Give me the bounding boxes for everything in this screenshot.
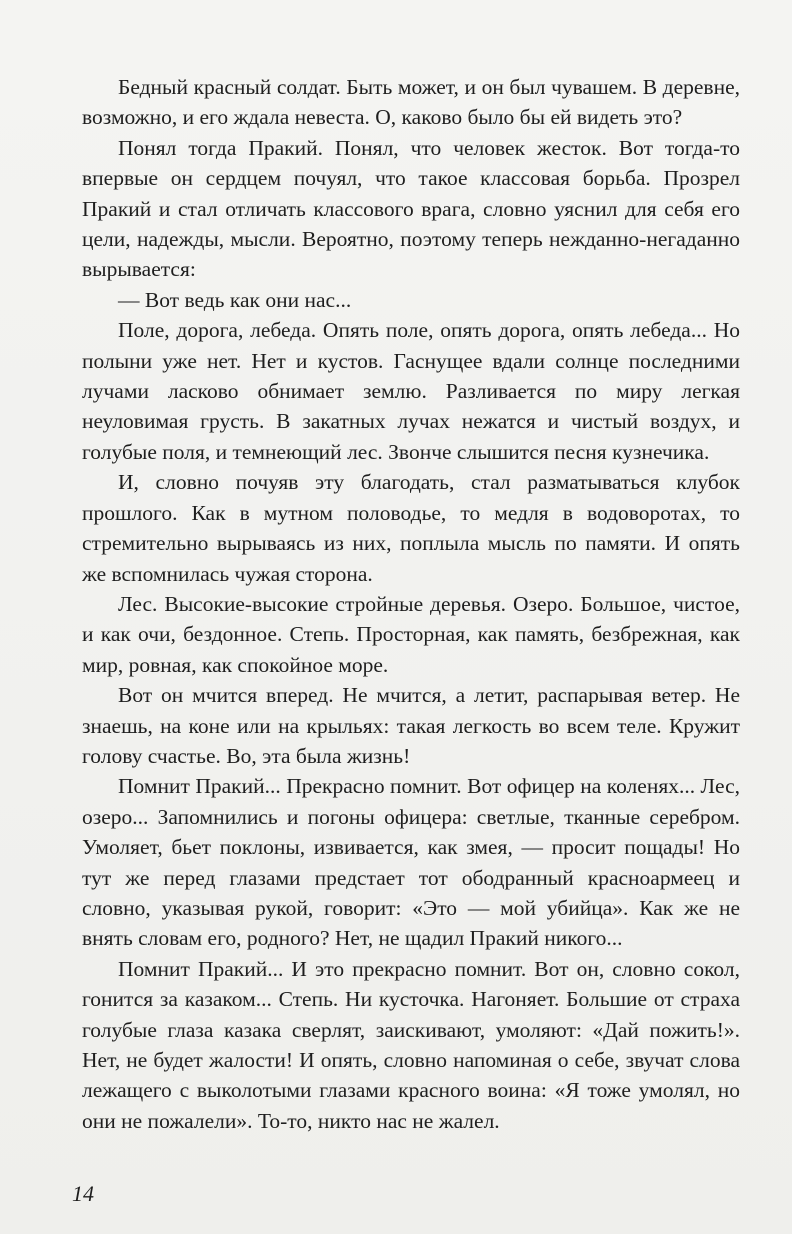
page-body-text: [82, 72, 740, 1136]
page-number: 14: [72, 1181, 94, 1206]
paragraph: Понял тогда Пракий. Понял, что человек жесток. Вот тогда-то впервые он сердцем почуял, что такое классовая борьба. Прозрел Пракий и стал отличать классового врага, словно уяснил для себя его цели, надежды, мысли. Вероятно, поэтому теперь нежданно-негаданно вырывается:: [82, 135, 740, 282]
paragraph: Вот он мчится вперед. Не мчится, а летит, распарывая ветер. Не знаешь, на коне или на крыльях: такая легкость во всем теле. Кружит голову счастье. Во, эта была жизнь!: [82, 683, 740, 768]
paragraph: Помнит Пракий... И это прекрасно помнит. Вот он, словно сокол, гонится за казаком... Степь. Ни кусточка. Нагоняет. Большие от страха голубые глаза казака сверлят, заискивают, умоляют: «Дай пожить!». Нет, не будет жалости! И опять, словно напоминая о себе, звучат слова лежащего с выколотыми глазами красного воина: «Я тоже умолял, но они не пожалели». То-то, никто нас не жалел.: [82, 956, 740, 1133]
paragraph: Бедный красный солдат. Быть может, и он был чувашем. В деревне, возможно, и его ждала невеста. О, каково было бы ей видеть это?: [82, 75, 740, 130]
paragraph: — Вот ведь как они нас...: [118, 287, 352, 312]
paragraph: И, словно почуяв эту благодать, стал разматываться клубок прошлого. Как в мутном половодье, то медля в водоворотах, то стремительно вырываясь из них, поплыла мысль по памяти. И опять же вспомнилась чужая сторона.: [82, 470, 740, 586]
paragraph: Лес. Высокие-высокие стройные деревья. Озеро. Большое, чистое, и как очи, бездонное. Степь. Просторная, как память, безбрежная, как мир, ровная, как спокойное море.: [82, 591, 740, 677]
paragraph: Помнит Пракий... Прекрасно помнит. Вот офицер на коленях... Лес, озеро... Запомнились и погоны офицера: светлые, тканные серебром. Умоляет, бьет поклоны, извивается, как змея, — просит пощады! Но тут же перед глазами предстает тот ободранный красноармеец и словно, указывая рукой, говорит: «Это — мой убийца». Как же не внять словам его, родного? Нет, не щадил Пракий никого...: [82, 774, 740, 951]
paragraph: Поле, дорога, лебеда. Опять поле, опять дорога, опять лебеда... Но полыни уже нет. Нет и кустов. Гаснущее вдали солнце последними лучами ласково обнимает землю. Разливается по миру легкая неуловимая грусть. В закатных лучах нежатся и чистый воздух, и голубые поля, и темнеющий лес. Звонче слышится песня кузнечика.: [82, 318, 740, 464]
